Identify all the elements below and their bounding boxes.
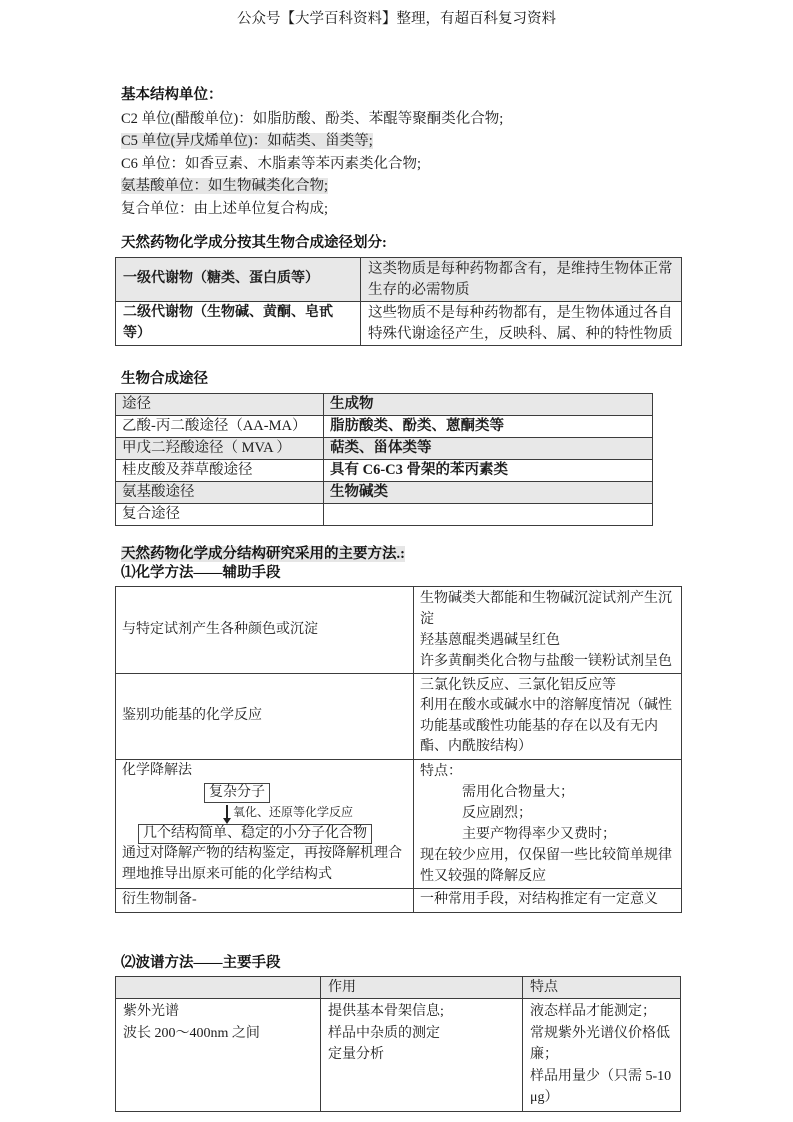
unit-c2: C2 单位(醋酸单位)：如脂肪酸、酚类、苯醌等聚酮类化合物; xyxy=(121,111,504,127)
table-row xyxy=(116,460,653,482)
table-row xyxy=(116,438,653,460)
flow-box-small-molecules: 几个结构简单、稳定的小分子化合物 xyxy=(138,824,372,844)
table-row xyxy=(116,888,682,912)
note-line: 三氯化铁反应、三氯化铝反应等 xyxy=(420,678,616,694)
table-header-row xyxy=(116,394,653,416)
flow-arrow xyxy=(226,804,407,824)
list-item xyxy=(121,108,682,130)
table-row xyxy=(116,482,653,504)
table-row xyxy=(116,302,682,346)
metabolite-term-cell: 二级代谢物（生物碱、黄酮、皂甙等） xyxy=(116,302,361,346)
pathway-cell: 复合途径 xyxy=(116,504,324,526)
document-content xyxy=(115,86,682,1112)
table-row xyxy=(116,587,682,674)
method-label: 化学降解法 xyxy=(122,762,192,778)
role-header-cell: 作用 xyxy=(321,976,523,999)
feature-item: 主要产物得率少又费时； xyxy=(462,826,616,842)
unit-c6: C6 单位：如香豆素、木脂素等苯丙素类化合物; xyxy=(121,155,422,172)
method-notes-cell xyxy=(414,587,682,674)
pathway-cell: 甲戊二羟酸途径（ MVA ） xyxy=(116,438,324,460)
metabolite-desc-cell: 这些物质不是每种药物都有，是生物体通过各自特殊代谢途径产生，反映科、属、种的特性物质 xyxy=(361,302,682,346)
table-header-row xyxy=(116,976,681,999)
spectrum-feature-line: 样品用量少（只需 5-10 μg） xyxy=(530,1068,672,1106)
feature-item: 反应剧烈； xyxy=(462,805,532,821)
spectrum-name-cell xyxy=(116,999,321,1112)
feature-item: 现在较少应用，仅保留一些比较简单规律性又较强的降解反应 xyxy=(420,847,672,884)
list-item xyxy=(121,153,682,175)
table-row xyxy=(116,999,681,1112)
table-row xyxy=(116,504,653,526)
flow-box-complex-molecule: 复杂分子 xyxy=(204,783,270,803)
spectral-methods-table xyxy=(115,976,681,1112)
unit-c5-highlighted: C5 单位(异戊烯单位)：如萜类、甾类等; xyxy=(121,133,373,150)
division-section-title: 天然药物化学成分按其生物合成途径划分: xyxy=(121,235,387,252)
list-item xyxy=(121,175,682,197)
diagram-caption: 通过对降解产物的结构鉴定，再按降解机理合理地推导出原来可能的化学结构式 xyxy=(122,846,402,882)
spectrum-role-cell xyxy=(321,999,523,1112)
table-row xyxy=(116,759,682,888)
methods-section-title-text: 天然药物化学成分结构研究采用的主要方法.: xyxy=(121,546,405,563)
features-title: 特点： xyxy=(420,763,462,779)
product-cell: 脂肪酸类、酚类、蒽酮类等 xyxy=(324,416,653,438)
spectrum-feature-line: 液态样品才能测定； xyxy=(530,1004,656,1020)
method-cell: 与特定试剂产生各种颜色或沉淀 xyxy=(116,587,414,674)
pathway-cell: 桂皮酸及莽草酸途径 xyxy=(116,460,324,482)
method-cell: 鉴别功能基的化学反应 xyxy=(116,674,414,760)
pathway-cell: 氨基酸途径 xyxy=(116,482,324,504)
product-cell: 生物碱类 xyxy=(324,482,653,504)
feature-item: 需用化合物量大； xyxy=(462,784,574,800)
metabolite-term-cell: 一级代谢物（糖类、蛋白质等） xyxy=(116,258,361,302)
product-cell xyxy=(324,504,653,526)
spectrum-role-line: 提供基本骨架信息; xyxy=(328,1004,444,1020)
product-cell: 萜类、甾体类等 xyxy=(324,438,653,460)
units-list xyxy=(121,108,682,220)
note-line: 生物碱类大都能和生物碱沉淀试剂产生沉淀 xyxy=(420,591,672,628)
method-notes-cell xyxy=(414,674,682,760)
table-row xyxy=(116,416,653,438)
product-cell: 具有 C6-C3 骨架的苯丙素类 xyxy=(324,460,653,482)
spectrum-role-line: 定量分析 xyxy=(328,1047,384,1063)
down-arrow-icon xyxy=(226,805,228,821)
table-row xyxy=(116,258,682,302)
list-item xyxy=(121,198,682,220)
units-section-title: 基本结构单位： xyxy=(121,87,223,103)
chemical-methods-subtitle: ⑴化学方法——辅助手段 xyxy=(121,565,281,582)
spectral-empty-header-cell xyxy=(116,976,321,999)
spectrum-role-line: 样品中杂质的测定 xyxy=(328,1025,440,1041)
note-line: 利用在酸水或碱水中的溶解度情况（碱性功能基或酸性功能基的存在以及有无内酯、内酰胺结构） xyxy=(420,698,672,755)
pathway-header-cell: 途径 xyxy=(116,394,324,416)
pathway-cell: 乙酸-丙二酸途径（AA-MA） xyxy=(116,416,324,438)
note-line: 羟基蒽醌类遇碱呈红色 xyxy=(420,633,560,649)
spectrum-name-line: 波长 200～400nm 之间 xyxy=(123,1025,260,1041)
page-header-note: 公众号【大学百科资料】整理，有超百科复习资料 xyxy=(237,11,556,27)
spectral-methods-subtitle: ⑵波谱方法——主要手段 xyxy=(121,954,281,971)
list-item xyxy=(121,130,682,152)
spectrum-features-cell xyxy=(523,999,681,1112)
table-row xyxy=(116,674,682,760)
unit-amino-acid-highlighted: 氨基酸单位：如生物碱类化合物; xyxy=(121,178,329,195)
metabolites-table xyxy=(115,257,682,346)
biosynthesis-table xyxy=(115,393,653,526)
degradation-features-cell xyxy=(414,759,682,888)
chemical-methods-table xyxy=(115,586,682,913)
spectrum-name-line: 紫外光谱 xyxy=(123,1004,179,1020)
spectrum-feature-line: 常规紫外光谱仪价格低廉； xyxy=(530,1025,670,1063)
features-header-cell: 特点 xyxy=(523,976,681,999)
unit-compound: 复合单位：由上述单位复合构成; xyxy=(121,200,329,217)
degradation-method-cell xyxy=(116,759,414,888)
method-notes-cell: 一种常用手段，对结构推定有一定意义 xyxy=(414,888,682,912)
biosynthesis-section-title: 生物合成途径 xyxy=(121,371,208,388)
methods-section-title xyxy=(121,545,682,564)
note-line: 许多黄酮类化合物与盐酸一镁粉试剂呈色 xyxy=(420,654,672,670)
metabolite-desc-cell: 这类物质是每种药物都含有，是维持生物体正常生存的必需物质 xyxy=(361,258,682,302)
arrow-label: 氧化、还原等化学反应 xyxy=(233,804,354,819)
method-cell: 衍生物制备- xyxy=(116,888,414,912)
product-header-cell: 生成物 xyxy=(324,394,653,416)
